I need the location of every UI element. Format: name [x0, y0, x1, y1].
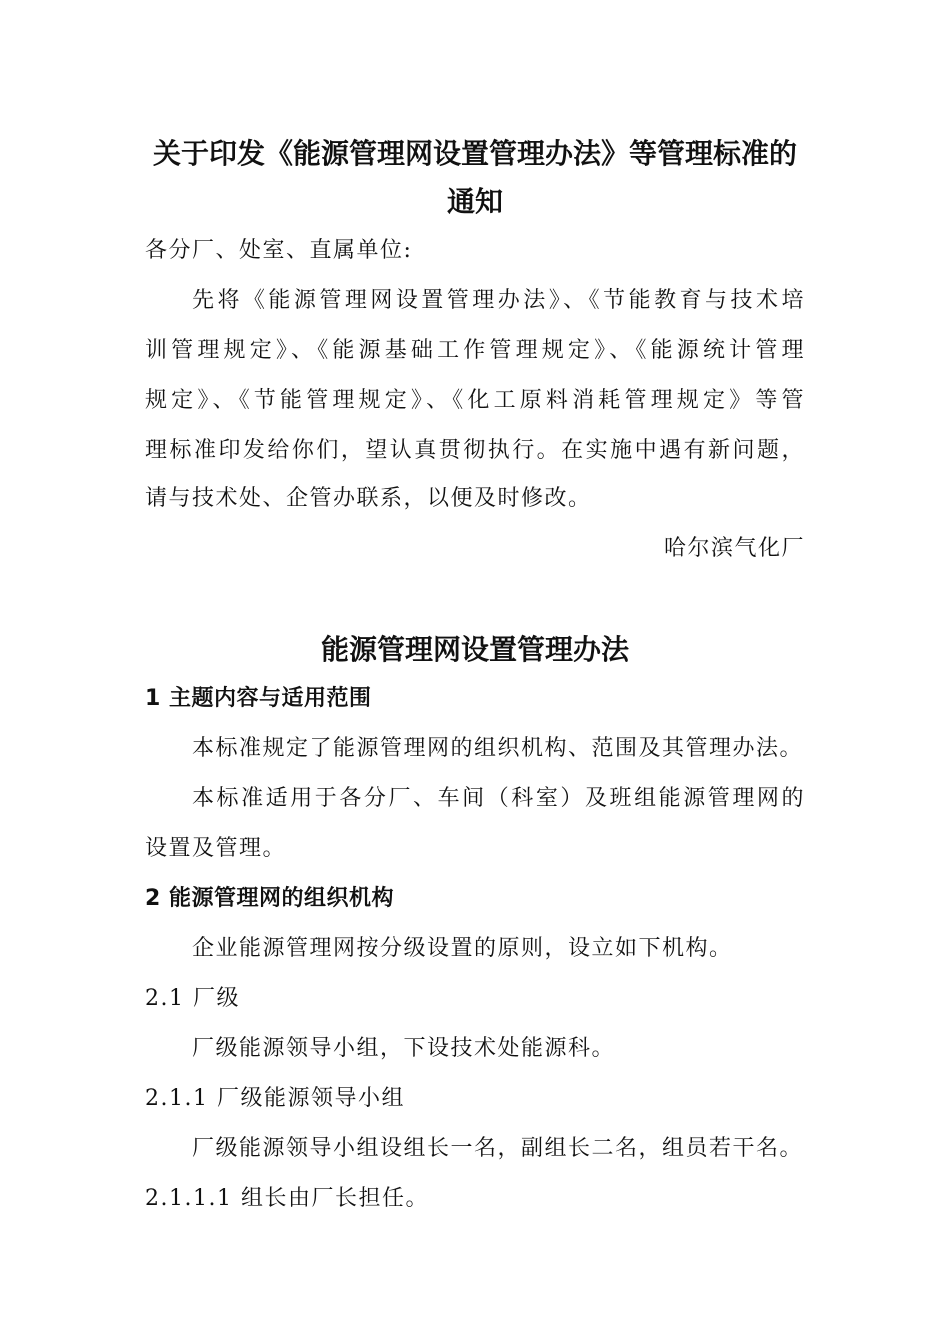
notice-body-line: 请与技术处、企管办联系，以便及时修改。 [145, 486, 592, 511]
notice-body-line: 先将《能源管理网设置管理办法》、《节能教育与技术培 [192, 288, 805, 313]
section-1-heading: 1 主题内容与适用范围 [145, 686, 372, 711]
notice-body-line: 规定》、《节能管理规定》、《化工原料消耗管理规定》等管 [145, 388, 805, 413]
notice-salutation: 各分厂、处室、直属单位: [145, 238, 413, 263]
section-2-heading: 2 能源管理网的组织机构 [145, 886, 394, 911]
notice-body-line: 训管理规定》、《能源基础工作管理规定》、《能源统计管理 [145, 338, 805, 363]
notice-signature: 哈尔滨气化厂 [663, 536, 805, 561]
subsection-2-1-1-heading: 2.1.1 厂级能源领导小组 [145, 1086, 405, 1111]
section-1-paragraph: 本标准规定了能源管理网的组织机构、范围及其管理办法。 [192, 736, 804, 761]
subsection-2-1-heading: 2.1 厂级 [145, 986, 240, 1011]
notice-title-line1: 关于印发《能源管理网设置管理办法》等管理标准的 [152, 137, 797, 170]
notice-body-line: 理标准印发给你们，望认真贯彻执行。在实施中遇有新问题， [145, 438, 805, 463]
section-2-paragraph: 企业能源管理网按分级设置的原则，设立如下机构。 [192, 936, 733, 961]
subsection-2-1-1-paragraph: 厂级能源领导小组设组长一名，副组长二名，组员若干名。 [192, 1136, 804, 1161]
subsection-2-1-paragraph: 厂级能源领导小组，下设技术处能源科。 [192, 1036, 616, 1061]
section-1-paragraph: 本标准适用于各分厂、车间（科室）及班组能源管理网的 [192, 786, 805, 811]
section-1-paragraph: 设置及管理。 [145, 836, 287, 861]
document-title: 能源管理网设置管理办法 [320, 633, 629, 666]
subsection-2-1-1-1-item: 2.1.1.1 组长由厂长担任。 [145, 1186, 429, 1211]
notice-title-line2: 通知 [446, 185, 503, 218]
